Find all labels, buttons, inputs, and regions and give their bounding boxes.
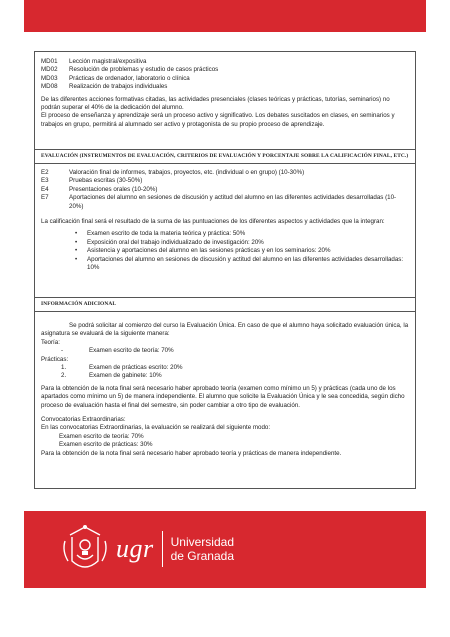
- logo-divider: [162, 531, 163, 567]
- university-seal-icon: [60, 521, 110, 577]
- list-item: - Examen escrito de teoría: 70%: [61, 347, 174, 355]
- list-item: 1. Examen de prácticas escrito: 20%: [61, 364, 183, 372]
- eval-section: [35, 169, 415, 272]
- list-item: Examen escrito de teoría: 70%: [59, 432, 144, 440]
- header-red-bar: [24, 0, 426, 32]
- divider: [35, 297, 415, 298]
- content-frame: [34, 51, 416, 489]
- bullet-icon: •: [75, 230, 78, 238]
- method-row: MD08 Realización de trabajos individuales: [41, 83, 168, 91]
- footer-red-band: [24, 511, 426, 588]
- list-item: Examen escrito de prácticas: 30%: [59, 441, 153, 449]
- methods-list: [41, 58, 409, 92]
- eval-heading: EVALUACIÓN (INSTRUMENTOS DE EVALUACIÓN, CRITERIOS DE EVALUACIÓN Y PORCENTAJE SOBRE LA CALIFICACIÓN FINAL, ETC.): [41, 153, 409, 159]
- divider: [35, 149, 415, 150]
- ugr-wordmark: ugr: [116, 534, 154, 563]
- method-row: MD01 Lección magistral/expositiva: [41, 58, 147, 65]
- list-item: • Asistencia y aportaciones del alumno en las sesiones prácticas y en los seminarios: 20%: [75, 247, 331, 255]
- methods-paragraph: De las diferentes acciones formativas citadas, las actividades presenciales (clases teóricas y prácticas, tutorías, seminarios) no podrán superar el 40% de la dedicación del alumno.: [41, 95, 390, 112]
- eval-item: E7 Aportaciones del alumno en sesiones de discusión y actitud del alumno en las diferentes actividades desarrolladas (10-20%): [41, 194, 397, 210]
- method-row: MD03 Prácticas de ordenador, laboratorio o clínica: [41, 74, 190, 82]
- eval-item: E3 Pruebas escritas (30-50%): [41, 177, 143, 185]
- eval-heading-section: [35, 152, 415, 160]
- divider: [35, 311, 415, 312]
- info-heading: INFORMACIÓN ADICIONAL: [41, 301, 117, 307]
- info-paragraph: Se podrá solicitar al comienzo del curso la Evaluación Única. En caso de que el alumno haya solicitado evaluación única, la asignatura se evaluará de la siguiente manera:: [41, 322, 409, 338]
- bullet-icon: •: [75, 255, 78, 263]
- eval-paragraph: La calificación final será el resultado de la suma de las puntuaciones de los diferentes aspectos y actividades que la integran:: [41, 218, 385, 226]
- info-paragraph: Para la obtención de la nota final será necesario haber aprobado teoría (examen como mínimo un 5) y prácticas (cada uno de los apartados como mínimo un 5) de manera independiente. El alumno que solicite la Evaluación Única y le sea concedida, según dicho proceso de evaluación hasta el final del semestre, sin poder cambiar a otro tipo de evaluación.: [41, 384, 405, 409]
- extra-final: Para la obtención de la nota final será necesario haber aprobado teoría y prácticas de manera independiente.: [41, 449, 342, 457]
- teoria-label: Teoría:: [41, 338, 60, 346]
- methods-section: [35, 58, 415, 129]
- info-section: [35, 322, 415, 458]
- practicas-label: Prácticas:: [41, 355, 69, 363]
- bullet-icon: •: [75, 247, 78, 255]
- info-heading-section: [35, 300, 415, 308]
- method-row: MD02 Resolución de problemas y estudio de casos prácticos: [41, 66, 219, 74]
- eval-item: E4 Presentaciones orales (10-20%): [41, 185, 158, 193]
- methods-paragraph: El proceso de enseñanza y aprendizaje será un proceso activo y significativo. Los debates suscitados en clases, en seminarios y trabajos en grupo, permitirá al alumnado ser activo y protagonista de su propio proceso de aprendizaje.: [41, 112, 395, 128]
- list-item: • Aportaciones del alumno en sesiones de discusión y actitud del alumno en las diferentes actividades desarrolladas: 10%: [75, 255, 404, 272]
- extra-intro: En las convocatorias Extraordinarias, la evaluación se realizará del siguiente modo:: [41, 424, 271, 432]
- eval-bullets: [75, 230, 409, 272]
- list-item: 2. Examen de gabinete: 10%: [61, 372, 162, 380]
- list-item: • Examen escrito de toda la materia teórica y práctica: 50%: [75, 230, 246, 238]
- bullet-icon: •: [75, 238, 78, 246]
- university-logo: [60, 521, 234, 577]
- university-name: Universidad de Granada: [170, 535, 235, 563]
- divider: [35, 163, 415, 164]
- list-item: • Exposición oral del trabajo individualizado de investigación: 20%: [75, 238, 264, 246]
- eval-item: E2 Valoración final de informes, trabajos, proyectos, etc. (individual o en grupo) (10-30%): [41, 169, 305, 176]
- extra-heading: Convocatorias Extraordinarias:: [41, 416, 126, 424]
